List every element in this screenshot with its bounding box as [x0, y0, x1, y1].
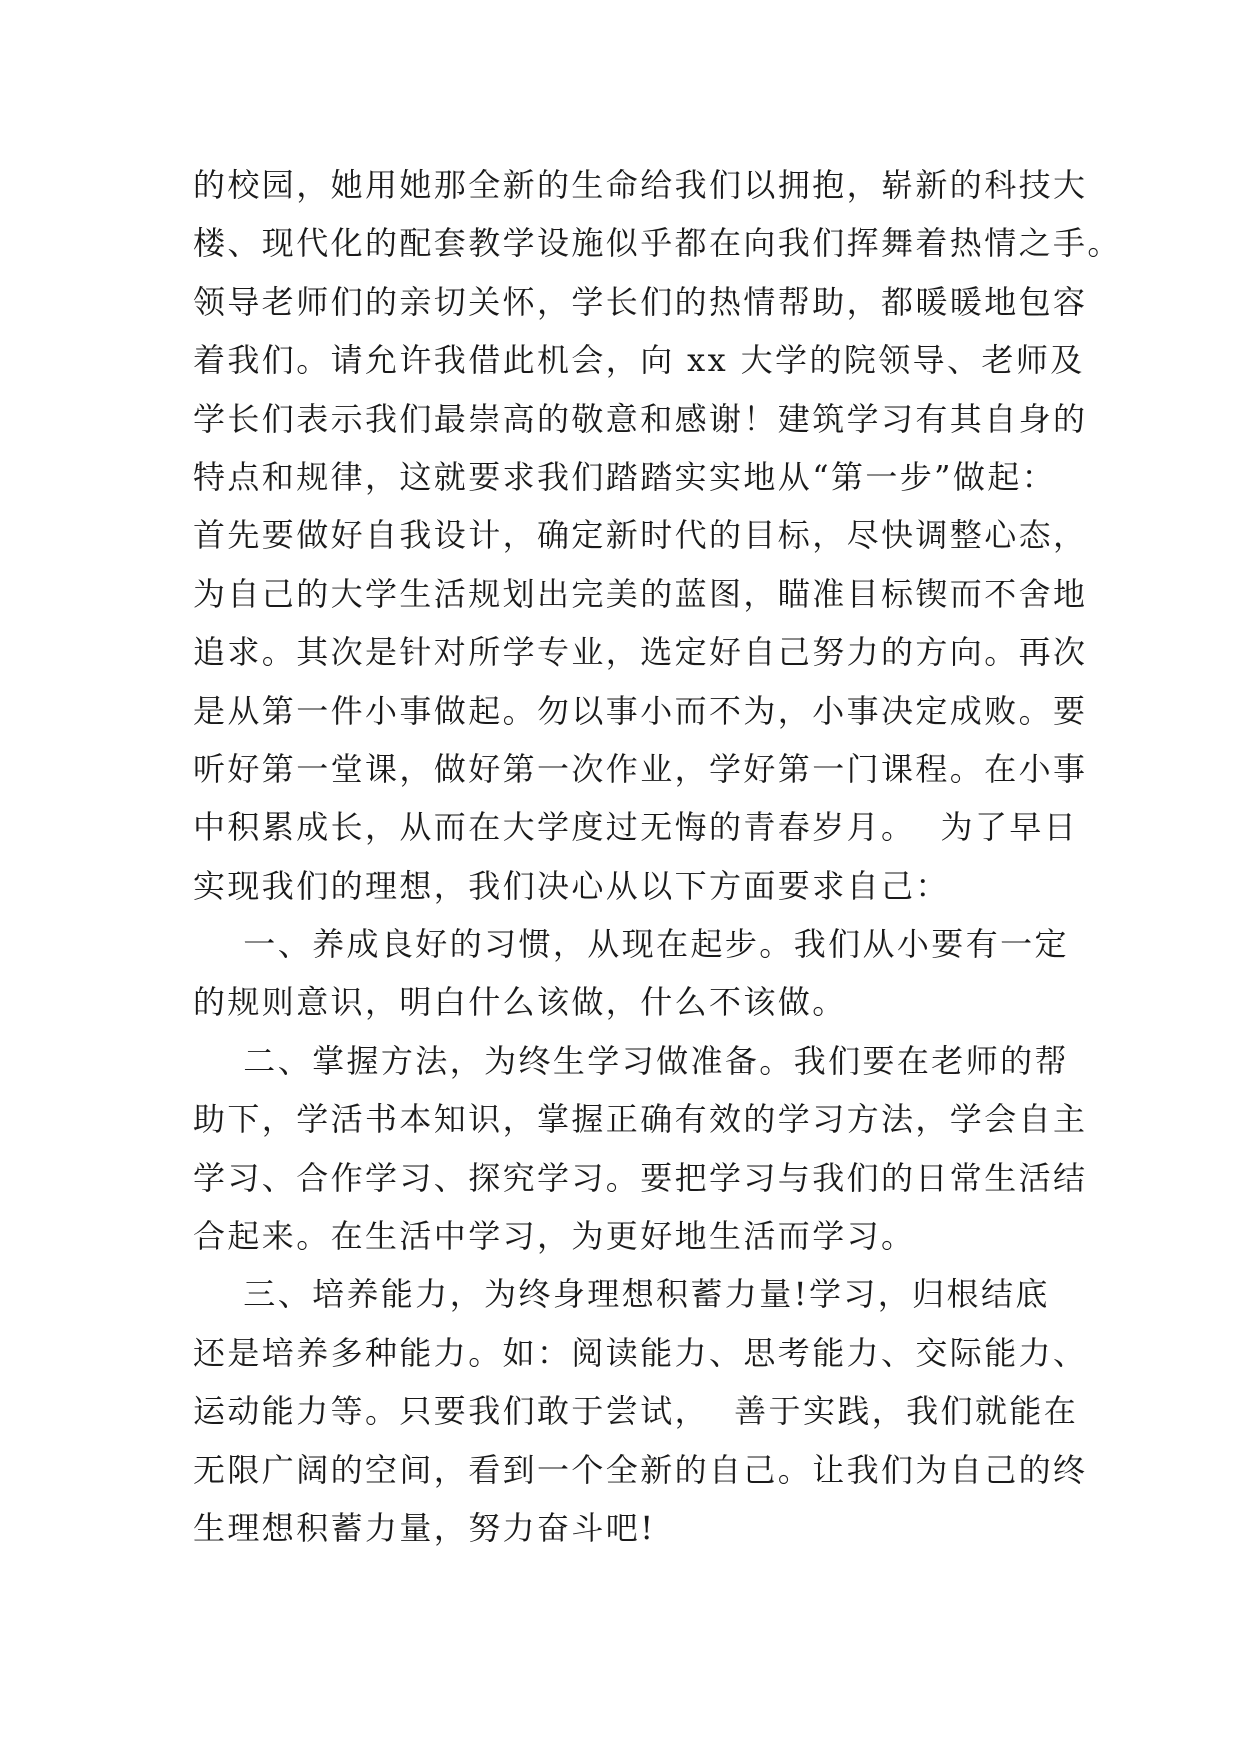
text-line: 生理想积蓄力量，努力奋斗吧!: [193, 1508, 656, 1547]
text-line: 着我们。请允许我借此机会，向 xx 大学的院领导、老师及: [193, 341, 1085, 380]
text-line: 楼、现代化的配套教学设施似乎都在向我们挥舞着热情之手。: [193, 224, 1122, 263]
text-line: 追求。其次是针对所学专业，选定好自己努力的方向。再次: [193, 633, 1088, 672]
document-body: [193, 156, 1122, 1557]
text-line: 首先要做好自我设计，确定新时代的目标，尽快调整心态，: [193, 516, 1088, 555]
text-line: 领导老师们的亲切关怀，学长们的热情帮助，都暖暖地包容: [193, 282, 1088, 321]
text-line: 中积累成长，从而在大学度过无悔的青春岁月。 为了早日: [193, 808, 1079, 847]
text-line: 的校园，她用她那全新的生命给我们以拥抱，崭新的科技大: [193, 166, 1088, 204]
text-line: 还是培养多种能力。如：阅读能力、思考能力、交际能力、: [193, 1333, 1088, 1372]
text-line: 为自己的大学生活规划出完美的蓝图，瞄准目标锲而不舍地: [193, 574, 1088, 613]
text-line: 的规则意识，明白什么该做，什么不该做。: [193, 983, 847, 1022]
text-line: 无限广阔的空间，看到一个全新的自己。让我们为自己的终: [193, 1450, 1088, 1489]
text-line: 实现我们的理想，我们决心从以下方面要求自己：: [193, 866, 950, 905]
text-line: 二、掌握方法，为终生学习做准备。我们要在老师的帮: [193, 1041, 1069, 1080]
text-line: 运动能力等。只要我们敢于尝试， 善于实践，我们就能在: [193, 1392, 1079, 1431]
text-line: 是从第一件小事做起。勿以事小而不为，小事决定成败。要: [193, 691, 1088, 730]
text-line: 三、培养能力，为终身理想积蓄力量!学习，归根结底: [193, 1275, 1050, 1314]
text-line: 学长们表示我们最崇高的敬意和感谢！建筑学习有其自身的: [193, 399, 1088, 438]
text-line: 听好第一堂课，做好第一次作业，学好第一门课程。在小事: [193, 749, 1088, 788]
text-line: 特点和规律，这就要求我们踏踏实实地从“第一步”做起：: [193, 457, 1057, 496]
text-line: 合起来。在生活中学习，为更好地生活而学习。: [193, 1217, 916, 1256]
text-line: 助下，学活书本知识，掌握正确有效的学习方法，学会自主: [193, 1100, 1088, 1139]
text-line: 学习、合作学习、探究学习。要把学习与我们的日常生活结: [193, 1158, 1088, 1197]
text-line: 一、养成良好的习惯，从现在起步。我们从小要有一定: [193, 925, 1069, 964]
